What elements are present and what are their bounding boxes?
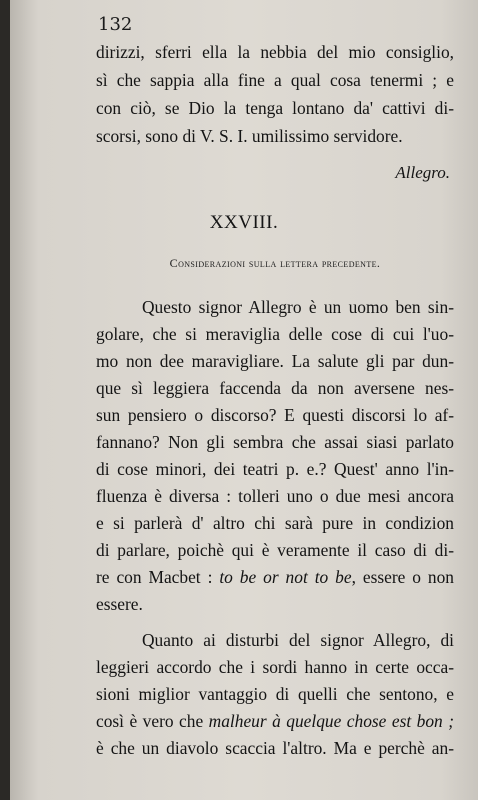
text-line: Quanto ai disturbi del signor Allegro, di (142, 630, 454, 650)
text-line: mo non dee maravigliare. La salute gli par dun- (96, 351, 454, 371)
text-segment: così è vero che (96, 711, 209, 731)
text-line: e si parlerà d' altro chi sarà pure in condizion (96, 513, 454, 533)
text-segment: , essere o non (351, 567, 455, 587)
text-line: di parlare, poichè qui è veramente il caso di di- (96, 540, 454, 560)
text-line: è che un diavolo scaccia l'altro. Ma e perchè an- (96, 738, 454, 758)
show-through-text (170, 138, 460, 608)
quote-macbeth: to be or not to be (219, 567, 352, 587)
page-number: 132 (98, 14, 133, 35)
text-line: Questo signor Allegro è un uomo ben sin- (142, 297, 454, 317)
text-line: fluenza è diversa : tolleri uno o due mesi ancora (96, 486, 454, 506)
text-line: essere. (96, 594, 143, 614)
text-line (96, 711, 454, 732)
text-line: golare, che si meraviglia delle cose di cui l'uo- (96, 324, 454, 344)
text-line: leggieri accordo che i sordi hanno in certe occa- (96, 657, 454, 677)
text-line (96, 567, 454, 588)
text-line: scorsi, sono di V. S. I. umilissimo servidore. (96, 126, 403, 146)
section-title: Considerazioni sulla lettera precedente. (169, 256, 381, 270)
text-segment: re con Macbet : (96, 567, 220, 587)
text-line: con ciò, se Dio la tenga lontano da' cattivi di- (96, 98, 454, 118)
text-line: dirizzi, sferri ella la nebbia del mio consiglio, (96, 42, 454, 62)
book-page (10, 0, 478, 800)
text-line: que sì leggiera faccenda da non aversene nes- (96, 378, 454, 398)
signature: Allegro. (395, 163, 450, 182)
text-line: di cose minori, dei teatri p. e.? Quest' anno l'in- (96, 459, 454, 479)
text-line: sioni miglior vantaggio di quelli che sentono, e (96, 684, 454, 704)
text-line: sun pensiero o discorso? E questi discorsi lo af- (96, 405, 454, 425)
quote-french: malheur à quelque chose est bon ; (208, 711, 454, 731)
text-line: fannano? Non gli sembra che assai siasi parlato (96, 432, 454, 452)
section-number: XXVIII. (209, 212, 279, 233)
text-line: sì che sappia alla fine a qual cosa tenermi ; e (96, 70, 454, 90)
